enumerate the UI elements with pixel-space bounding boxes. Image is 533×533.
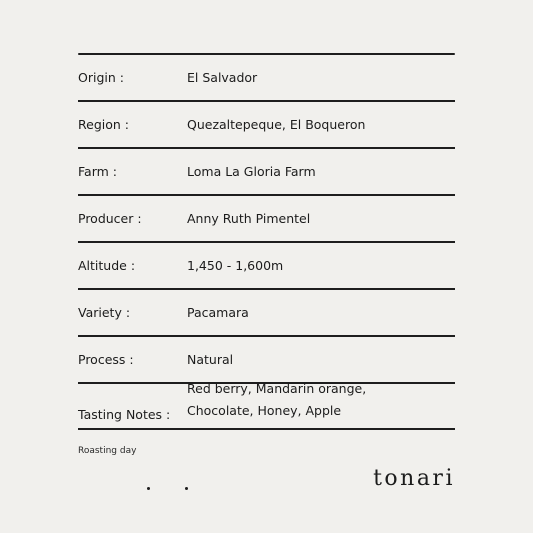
altitude-value: 1,450 - 1,600m (187, 258, 284, 273)
variety-label: Variety : (78, 305, 131, 320)
tasting-notes-line-2: Chocolate, Honey, Apple (187, 403, 342, 418)
producer-label: Producer : (78, 211, 142, 226)
roasting-day-label: Roasting day (78, 446, 137, 456)
farm-row (78, 149, 455, 196)
producer-value: Anny Ruth Pimentel (187, 211, 311, 226)
origin-row (78, 55, 455, 102)
variety-value: Pacamara (187, 305, 249, 320)
process-value: Natural (187, 352, 234, 367)
producer-row (78, 196, 455, 243)
region-label: Region : (78, 117, 129, 132)
region-row (78, 102, 455, 149)
process-row (78, 337, 455, 384)
region-value: Quezaltepeque, El Boqueron (187, 117, 366, 132)
altitude-label: Altitude : (78, 258, 136, 273)
farm-label: Farm : (78, 164, 117, 179)
tasting-notes-label: Tasting Notes : (78, 407, 171, 422)
variety-row (78, 290, 455, 337)
farm-value: Loma La Gloria Farm (187, 164, 316, 179)
altitude-row (78, 243, 455, 290)
coffee-info-card (78, 53, 455, 430)
origin-label: Origin : (78, 70, 124, 85)
date-separator-dot (147, 487, 150, 490)
date-separator-dot (185, 487, 188, 490)
origin-value: El Salvador (187, 70, 258, 85)
tasting-notes-line-1: Red berry, Mandarin orange, (187, 381, 367, 396)
tasting-notes-row (78, 381, 455, 430)
process-label: Process : (78, 352, 134, 367)
brand-logo: tonari (373, 466, 455, 491)
tasting-notes-value (187, 378, 455, 422)
